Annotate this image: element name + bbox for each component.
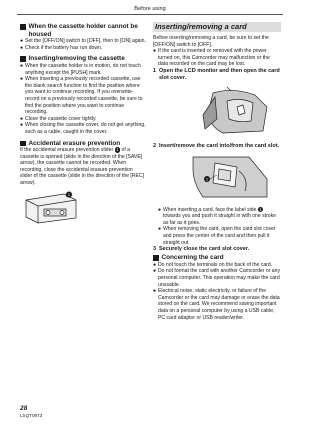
step-text: Open the LCD monitor and then open the card slot cover.: [159, 67, 280, 81]
heading-text: Accidental erasure prevention: [28, 139, 121, 147]
bullet-item: ● When removing the card, open the card slot cover and press the center of the card and then pull it straight out.: [153, 226, 281, 246]
document-code: LSQT0973: [20, 413, 43, 418]
bullet-text: [163, 207, 281, 227]
callout-number-icon: 1: [259, 206, 262, 212]
camcorder-illustration: [153, 85, 281, 140]
header-rule: [17, 14, 283, 15]
heading-text: Concerning the card: [161, 254, 224, 262]
step-number: 3: [153, 246, 157, 253]
bullet-text: When removing the card, open the card slot cover and press the center of the card and then pull it straight out.: [163, 226, 276, 246]
left-column: [20, 22, 146, 232]
bullet-item: ● Close the cassette cover tightly.: [20, 115, 97, 122]
bullet-text: Do not touch the terminals on the back of the card.: [158, 261, 273, 268]
step-item: [153, 68, 281, 82]
bullet-text: When inserting a previously recorded cassette, use the blank search function to find the position where you want to continue recording. If you overwrite-record on a previously recorded cassette, be sure to find the position where you want to continue recording.: [25, 76, 143, 116]
bullet-text: When closing the cassette cover, do not get anything, such as a cable, caught in the cover.: [25, 122, 146, 135]
figure-label: 1: [67, 191, 71, 197]
bullet-item: ● If the card is inserted or removed with the power turned on, this Camcorder may malfunction or the data recorded on the card may be lost.: [153, 48, 281, 68]
section-heading: [20, 140, 146, 148]
step-item: [153, 246, 281, 253]
step-item: [153, 143, 281, 150]
figure-label: 1: [205, 176, 209, 182]
bullet-item: ● When the cassette holder is in motion, do not touch anything except the [PUSH] mark.: [20, 63, 146, 76]
section-title: Inserting/removing a card: [153, 22, 281, 32]
bullet-item: ● When inserting a card, face the label side 1 towards you and push it straight in with one stroke as far as it goes.: [153, 207, 281, 227]
step-number: 2: [153, 142, 157, 149]
heading-text: Inserting/removing the cassette: [28, 55, 125, 63]
paragraph-text: of a cassette is opened (slide in the direction of the [SAVE] arrow), the cassette cannot be recorded. When recording, close the accidental erasure prevention slider of the cassette (slide in the direction of the [REC] arrow).: [20, 147, 145, 187]
step-number: 1: [153, 67, 157, 74]
right-column: [153, 22, 281, 321]
square-bullet-icon: [20, 24, 26, 30]
bullet-item: ● When closing the cassette cover, do not get anything, such as a cable, caught in the cover.: [20, 122, 146, 135]
bullet-text: Electrical noise, static electricity, or failure of the Camcorder or the card may damage or erase the data stored on the card. We recommend saving important data on a personal computer by using a USB cable, PC card adaptor or USB reader/writer.: [158, 288, 280, 321]
square-bullet-icon: [20, 56, 26, 62]
section-heading: [20, 55, 146, 63]
section-heading: [20, 23, 146, 38]
callout-number-icon: 1: [116, 147, 119, 153]
cassette-illustration: [20, 190, 146, 229]
page-number: 28: [20, 405, 28, 412]
paragraph: Before inserting/removing a card, be sure to set the [OFF/ON] switch to [OFF].: [153, 35, 269, 48]
bullet-text-part: towards you and push it straight in with one stroke as far as it goes.: [163, 213, 276, 226]
step-text: Insert/remove the card into/from the card slot.: [159, 142, 280, 149]
square-bullet-icon: [153, 255, 159, 261]
page-header: Before using: [134, 6, 166, 12]
bullet-text: Do not format the card with another Camcorder or any personal computer. This operation may make the card unusable.: [158, 268, 281, 288]
heading-text: When the cassette holder cannot be housed: [28, 23, 138, 38]
bullet-item: ● When inserting a previously recorded cassette, use the blank search function to find the position where you want to continue recording. If you overwrite-record on a previously recorded cassette, be sure to find the position where you want to continue recording.: [20, 76, 146, 116]
bullet-text: If the card is inserted or removed with the power turned on, this Camcorder may malfunction or the data recorded on the card may be lost.: [158, 48, 270, 68]
section-heading: [153, 254, 281, 262]
square-bullet-icon: [20, 141, 26, 147]
bullet-text: Set the [OFF/ON] switch to [OFF], then to [ON] again.: [25, 38, 146, 45]
bullet-item: ● Check if the battery has run down.: [20, 44, 103, 51]
bullet-item: ● Electrical noise, static electricity, or failure of the Camcorder or the card may damage or erase the data stored on the card. We recommend saving important data on a personal computer by using a USB cable, PC card adaptor or USB reader/writer.: [153, 288, 280, 321]
bullet-text: When the cassette holder is in motion, do not touch anything except the [PUSH] mark.: [25, 62, 141, 76]
bullet-item: ● Set the [OFF/ON] switch to [OFF], then to [ON] again.: [20, 38, 146, 45]
bullet-text: Check if the battery has run down.: [25, 44, 103, 51]
step-text: Securely close the card slot cover.: [159, 246, 250, 253]
bullet-item: ● Do not touch the terminals on the back of the card.: [153, 261, 273, 268]
bullet-text-part: When inserting a card, face the label side: [163, 206, 257, 213]
bullet-text: Close the cassette cover tightly.: [25, 115, 97, 122]
card-slot-illustration: [153, 153, 281, 204]
bullet-item: ● Do not format the card with another Camcorder or any personal computer. This operation may make the card unusable.: [153, 268, 281, 288]
paragraph: [20, 147, 146, 187]
paragraph-text: If the accidental erasure prevention slider: [20, 147, 114, 154]
